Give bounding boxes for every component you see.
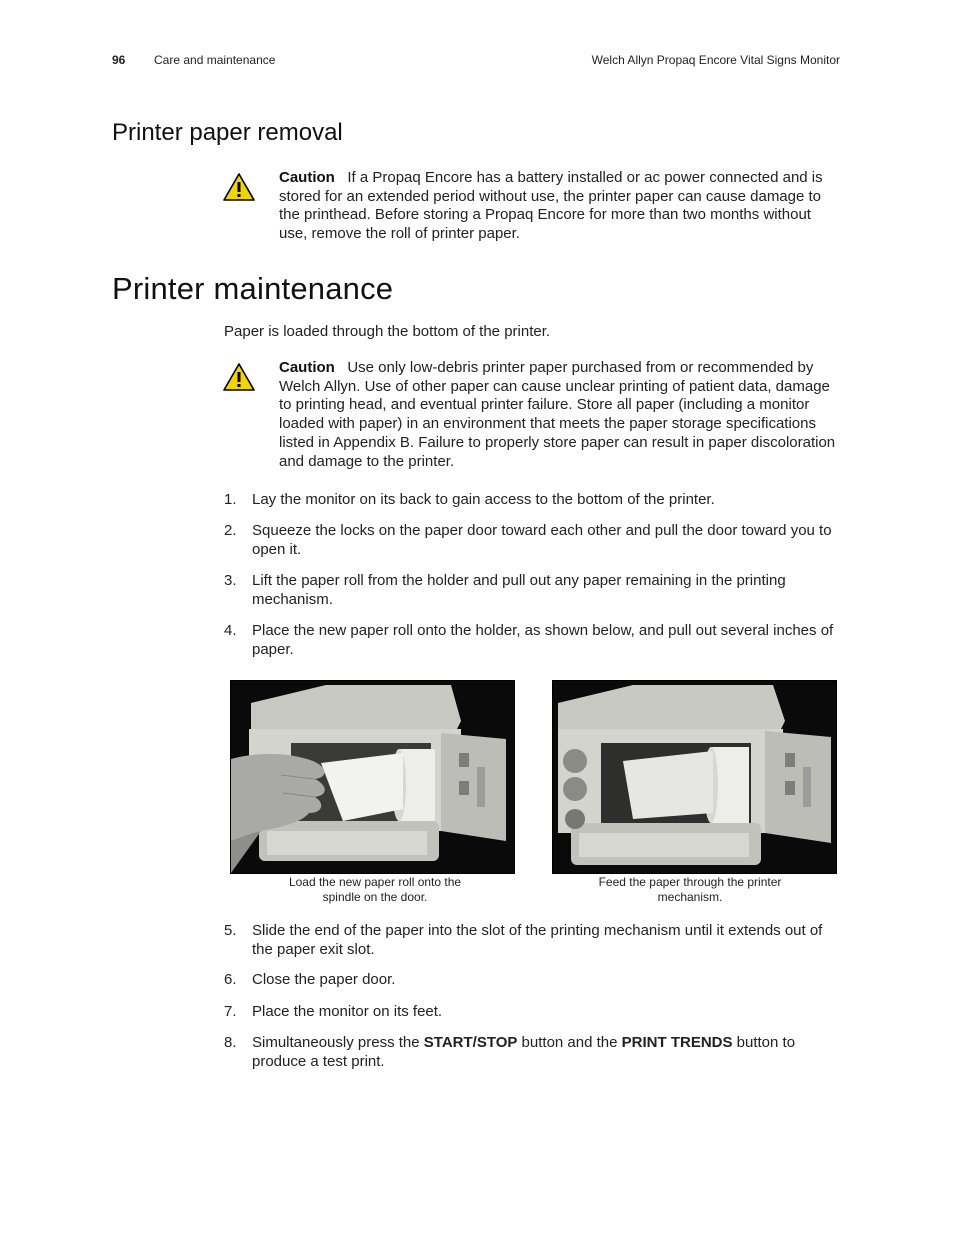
list-item — [224, 621, 844, 661]
manual-title: Welch Allyn Propaq Encore Vital Signs Monitor — [591, 53, 840, 67]
photo-caption-1: Load the new paper roll onto the spindle on the door. — [288, 875, 462, 904]
list-item — [224, 571, 844, 611]
list-item — [224, 1033, 844, 1073]
step-number: 7. — [224, 1003, 237, 1020]
print-trends-button-label: PRINT TRENDS — [621, 1034, 733, 1051]
caution-maintenance-text: Use only low-debris printer paper purchased from or recommended by Welch Allyn. Use of other paper can cause unclear printing of patient data, damage to printing head, and eventual printer failure. Store all paper (including a monitor loaded with paper) in an environment that meets the paper storage specifications listed in Appendix B. Failure to properly store paper can result in paper discoloration and damage to the printer. — [279, 359, 836, 470]
step-text-part: Simultaneously press the — [252, 1034, 424, 1051]
step-text: Slide the end of the paper into the slot of the printing mechanism until it extends out of the paper exit slot. — [252, 922, 823, 958]
step-number: 4. — [224, 622, 237, 639]
step-number: 6. — [224, 971, 237, 988]
list-item — [224, 921, 844, 961]
photo-feed-paper — [552, 680, 837, 874]
caution-maintenance — [279, 359, 841, 471]
list-item — [224, 970, 844, 990]
step-text-part: button and the — [517, 1034, 622, 1051]
step-number: 8. — [224, 1034, 237, 1051]
caution-removal-text: If a Propaq Encore has a battery installed or ac power connected and is stored for an extended period without use, the printer paper can cause damage to the printhead. Before storing a Propaq Encore for more than two months without use, remove the roll of printer paper. — [279, 169, 823, 243]
step-number: 5. — [224, 922, 237, 939]
step-text — [252, 1033, 842, 1071]
heading-printer-maintenance: Printer maintenance — [112, 271, 394, 306]
caution-removal — [279, 169, 841, 244]
step-text: Place the monitor on its feet. — [252, 1003, 443, 1020]
step-text: Squeeze the locks on the paper door toward each other and pull the door toward you to open it. — [252, 522, 832, 558]
list-item — [224, 490, 844, 510]
step-text: Place the new paper roll onto the holder, as shown below, and pull out several inches of paper. — [252, 622, 834, 658]
caution-label: Caution — [279, 169, 335, 186]
page-number: 96 — [112, 53, 126, 67]
section-title: Care and maintenance — [154, 53, 276, 67]
warning-icon — [222, 362, 256, 397]
step-number: 3. — [224, 572, 237, 589]
list-item — [224, 521, 844, 561]
caution-label: Caution — [279, 359, 335, 376]
step-number: 2. — [224, 522, 237, 539]
start-stop-button-label: START/STOP — [423, 1034, 518, 1051]
warning-icon — [222, 172, 256, 207]
step-text: Lay the monitor on its back to gain access to the bottom of the printer. — [252, 491, 715, 508]
heading-printer-paper-removal: Printer paper removal — [112, 119, 343, 146]
step-text: Close the paper door. — [252, 971, 396, 988]
photo-load-paper-roll — [230, 680, 515, 874]
step-text: Lift the paper roll from the holder and pull out any paper remaining in the printing mechanism. — [252, 572, 786, 608]
step-text-part: button to produce a test print. — [252, 1034, 796, 1070]
intro-text: Paper is loaded through the bottom of the printer. — [224, 323, 551, 340]
step-number: 1. — [224, 491, 237, 508]
list-item — [224, 1002, 844, 1022]
photo-caption-2: Feed the paper through the printer mechanism. — [598, 875, 782, 904]
